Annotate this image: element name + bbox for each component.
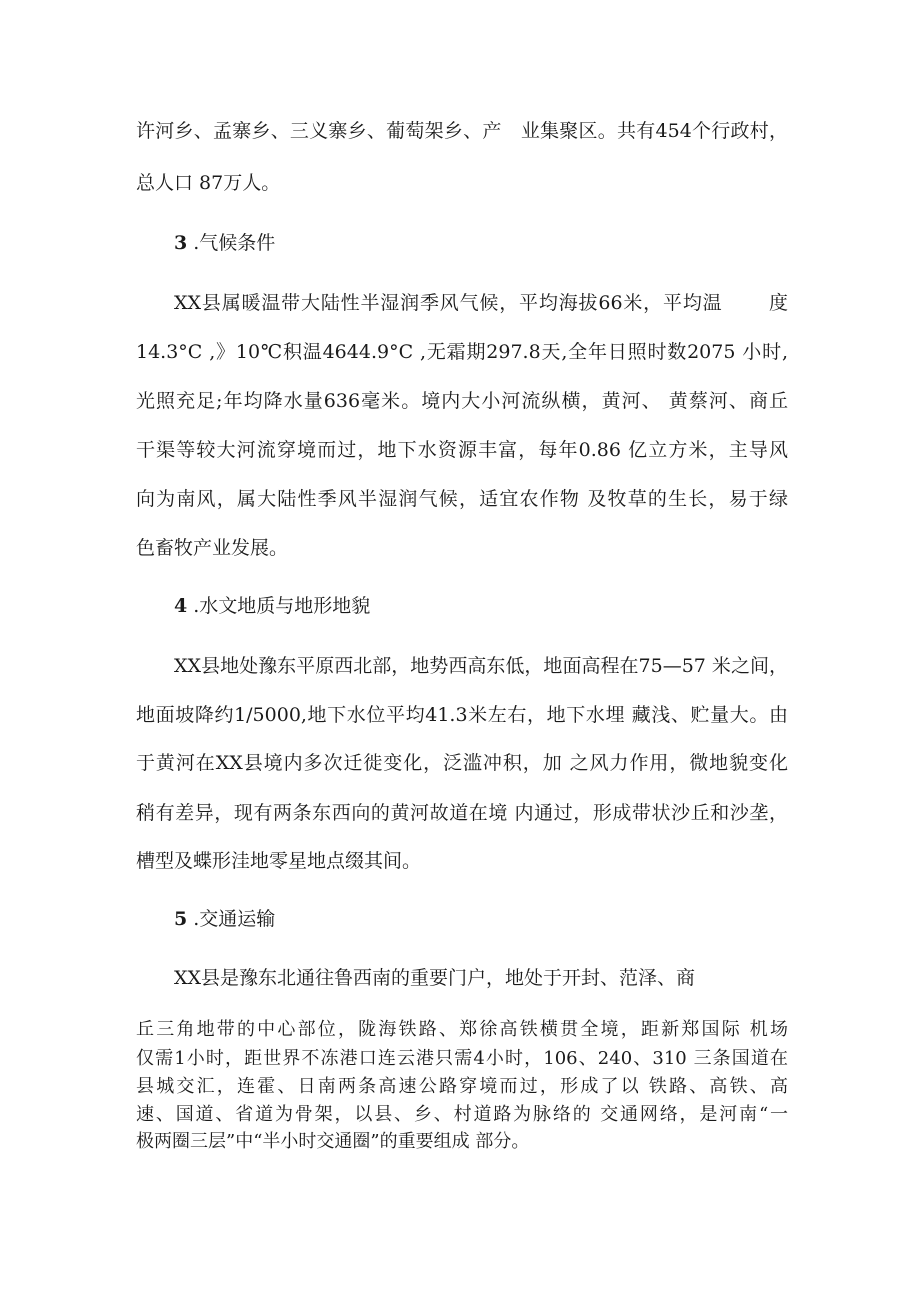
section-4-title: .水文地质与地形地貌 [193,595,371,617]
section-3-line-1: XX县属暖温带大陆性半湿润季风气候，平均海拔66米，平均温 度 [174,292,788,314]
section-5-line-4: 速、国道、省道为骨架，以县、乡、村道路为脉络的 交通网络，是河南“一 [136,1104,788,1125]
section-3-number: 3 [174,232,188,254]
section-4-line-1: XX县地处豫东平原西北部，地势西高东低，地面高程在75—57 米之间， [174,655,788,677]
section-5-line-2: 仅需1小时，距世界不冻港口连云港只需4小时，106、240、310 三条国道在 [136,1048,788,1069]
section-3-line-4: 干渠等较大河流穿境而过，地下水资源丰富，每年0.86 亿立方米，主导风 [136,439,788,461]
intro-line-1: 许河乡、孟寨乡、三义寨乡、葡萄架乡、产 业集聚区。共有454个行政村， [136,120,788,142]
section-4-line-3: 于黄河在XX县境内多次迁徙变化，泛滥冲积，加 之风力作用，微地貌变化 [136,752,788,774]
section-3-line-5: 向为南风，属大陆性季风半湿润气候，适宜农作物 及牧草的生长，易于绿 [136,488,788,510]
section-5-first-line: XX县是豫东北通往鲁西南的重要门户，地处于开封、范泽、商 [174,967,696,989]
section-3-heading [174,231,275,255]
section-3-title: .气候条件 [193,232,276,254]
section-5-heading [174,907,275,931]
section-4-line-2: 地面坡降约1/5000,地下水位平均41.3米左右，地下水埋 藏浅、贮量大。由 [136,704,788,726]
section-4-line-5: 槽型及蝶形洼地零星地点缀其间。 [136,850,422,872]
section-3-line-3: 光照充足;年均降水量636毫米。境内大小河流纵横，黄河、 黄蔡河、商丘 [136,390,788,412]
section-5-title: .交通运输 [193,908,276,930]
section-3-line-6: 色畜牧产业发展。 [136,537,289,559]
section-5-line-1: 丘三角地带的中心部位，陇海铁路、郑徐高铁横贯全境，距新郑国际 机场 [136,1019,788,1040]
section-4-heading [174,594,370,618]
section-5-line-5: 极两圈三层”中“半小时交通圈”的重要组成 部分。 [136,1131,530,1152]
section-4-line-4: 稍有差异，现有两条东西向的黄河故道在境 内通过，形成带状沙丘和沙垄， [136,802,788,824]
section-4-number: 4 [174,595,188,617]
section-5-number: 5 [174,908,188,930]
section-5-line-3: 县城交汇，连霍、日南两条高速公路穿境而过，形成了以 铁路、高铁、高 [136,1076,788,1097]
section-3-line-2: 14.3°C ,》10℃积温4644.9°C ,无霜期297.8天,全年日照时数2075 小时, [136,341,788,363]
intro-line-2: 总人口 87万人。 [136,172,281,194]
